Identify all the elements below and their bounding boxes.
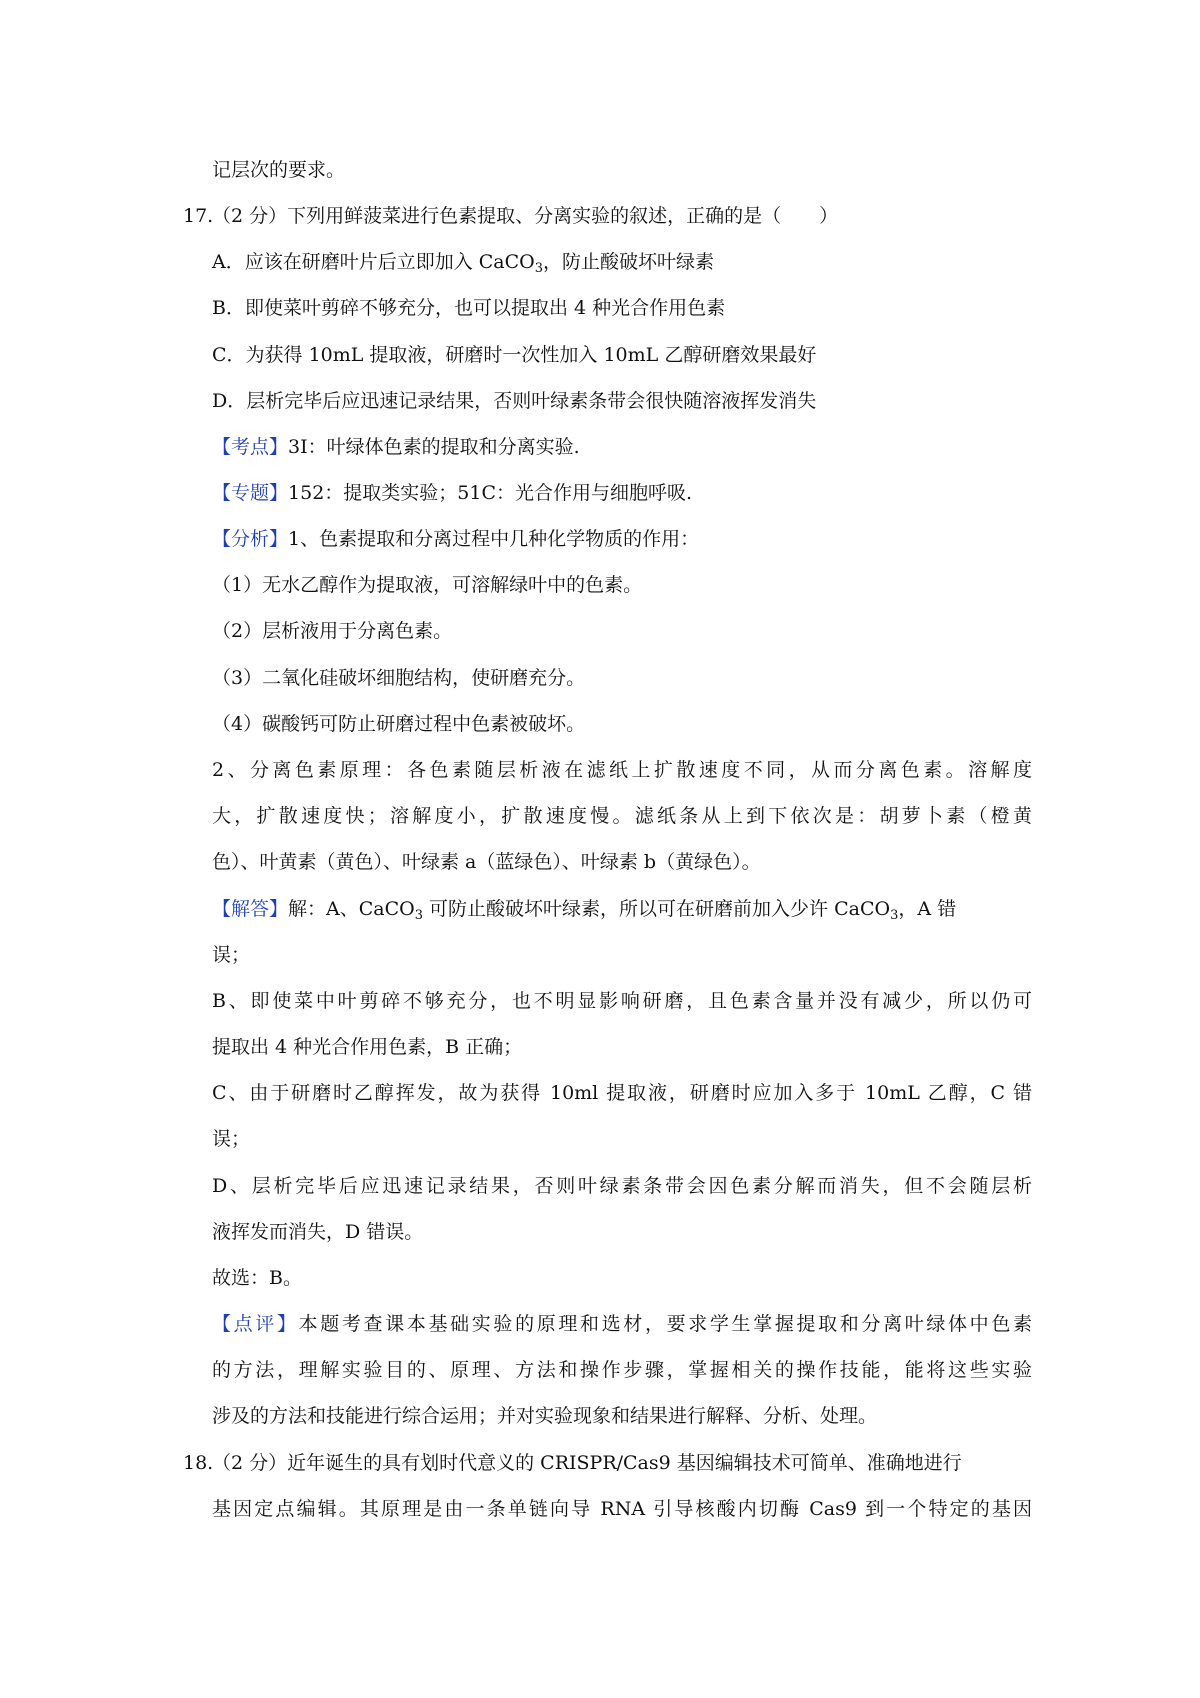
jieda-text: 误； (212, 944, 251, 966)
dianping-text: 涉及的方法和技能进行综合运用；并对实验现象和结果进行解释、分析、处理。 (212, 1405, 878, 1427)
dianping-line (212, 1310, 1032, 1340)
jieda-text: ，A 错 (898, 898, 957, 920)
dianping-tag: 【点评】 (212, 1313, 299, 1335)
subscript: 3 (534, 261, 544, 276)
jieda-text: 故选：B。 (212, 1267, 302, 1289)
option-a-text: A．应该在研磨叶片后立即加入 CaCO (212, 251, 535, 273)
fenxi-item: （3）二氧化硅破坏细胞结构，使研磨充分。 (212, 667, 586, 689)
dianping-text: 的方法，理解实验目的、原理、方法和操作步骤，掌握相关的操作技能，能将这些实验 (212, 1359, 1032, 1381)
zhuanti-text: 152：提取类实验；51C：光合作用与细胞呼吸. (288, 482, 693, 504)
option-d: D．层析完毕后应迅速记录结果，否则叶绿素条带会很快随溶液挥发消失 (212, 390, 817, 412)
option-c: C．为获得 10mL 提取液，研磨时一次性加入 10mL 乙醇研磨效果最好 (212, 344, 817, 366)
fenxi-item: （2）层析液用于分离色素。 (212, 620, 453, 642)
zhuanti-tag: 【专题】 (212, 482, 289, 504)
jieda-text: B、即使菜中叶剪碎不够充分，也不明显影响研磨，且色素含量并没有减少，所以仍可 (212, 990, 1032, 1012)
fenxi-item: （1）无水乙醇作为提取液，可溶解绿叶中的色素。 (212, 574, 643, 596)
question-18-stem-cont: 基因定点编辑。其原理是由一条单链向导 RNA 引导核酸内切酶 Cas9 到一个特定的基因 (212, 1498, 1032, 1520)
jieda-text: 可防止酸破坏叶绿素，所以可在研磨前加入少许 CaCO (423, 898, 891, 920)
subscript: 3 (414, 908, 423, 923)
dianping-text: 本题考查课本基础实验的原理和选材，要求学生掌握提取和分离叶绿体中色素 (298, 1313, 1032, 1335)
kaodian-line (212, 433, 1032, 463)
jieda-text: D、层析完毕后应迅速记录结果，否则叶绿素条带会因色素分解而消失，但不会随层析 (212, 1175, 1032, 1197)
option-b: B．即使菜叶剪碎不够充分，也可以提取出 4 种光合作用色素 (212, 297, 726, 319)
kaodian-tag: 【考点】 (212, 436, 289, 458)
fenxi-paragraph: 大，扩散速度快；溶解度小，扩散速度慢。滤纸条从上到下依次是：胡萝卜素（橙黄 (212, 805, 1032, 827)
jieda-text: 提取出 4 种光合作用色素，B 正确； (212, 1036, 523, 1058)
continued-text: 记层次的要求。 (212, 159, 346, 181)
question-number: 18. (183, 1452, 214, 1474)
question-stem: （2 分）近年诞生的具有划时代意义的 CRISPR/Cas9 基因编辑技术可简单、准确地进行 (212, 1452, 962, 1474)
fenxi-text: 1、色素提取和分离过程中几种化学物质的作用： (288, 528, 700, 550)
fenxi-line (212, 525, 1032, 555)
jieda-text: 解：A、CaCO (288, 898, 415, 920)
fenxi-tag: 【分析】 (212, 528, 289, 550)
jieda-text: 误； (212, 1128, 251, 1150)
question-number: 17. (183, 205, 214, 227)
question-stem: （2 分）下列用鲜菠菜进行色素提取、分离实验的叙述，正确的是（ ） (212, 205, 839, 227)
zhuanti-line (212, 479, 1032, 509)
jieda-text: 液挥发而消失，D 错误。 (212, 1221, 424, 1243)
jieda-tag: 【解答】 (212, 898, 289, 920)
fenxi-paragraph: 色）、叶黄素（黄色）、叶绿素 a（蓝绿色）、叶绿素 b（黄绿色）。 (212, 851, 761, 873)
jieda-text: C、由于研磨时乙醇挥发，故为获得 10ml 提取液，研磨时应加入多于 10mL 乙醇，C 错 (212, 1082, 1032, 1104)
jieda-line (212, 895, 1032, 925)
option-a-text-end: ，防止酸破坏叶绿素 (543, 251, 715, 273)
option-a (212, 248, 1032, 278)
subscript: 3 (890, 908, 899, 923)
fenxi-item: （4）碳酸钙可防止研磨过程中色素被破坏。 (212, 713, 586, 735)
kaodian-text: 3I：叶绿体色素的提取和分离实验. (288, 436, 580, 458)
question-17-stem (183, 202, 1003, 232)
question-18-stem (183, 1449, 1003, 1479)
fenxi-paragraph: 2、分离色素原理：各色素随层析液在滤纸上扩散速度不同，从而分离色素。溶解度 (212, 759, 1032, 781)
